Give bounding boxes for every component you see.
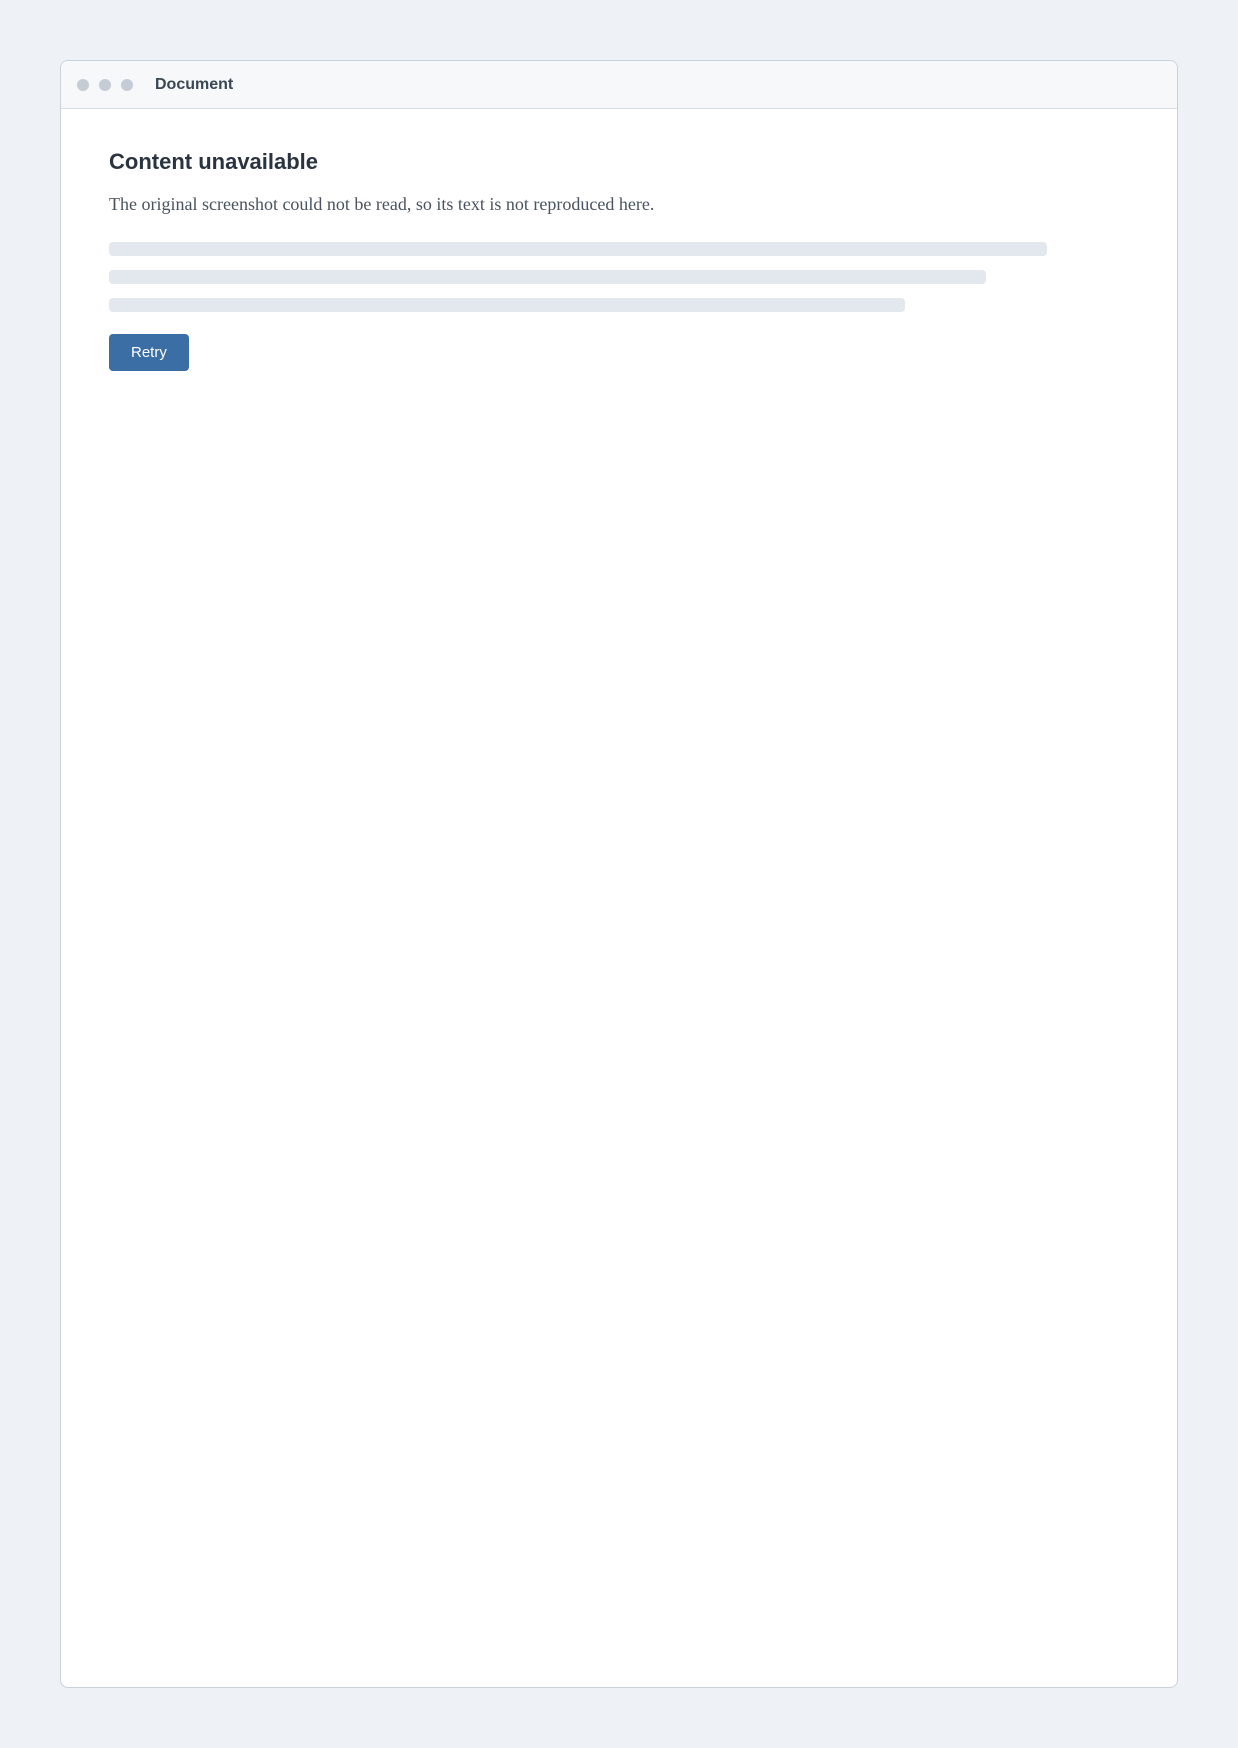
window-minimize-icon[interactable] — [99, 79, 111, 91]
main-content — [61, 109, 1177, 411]
window-maximize-icon[interactable] — [121, 79, 133, 91]
title-bar — [61, 61, 1177, 109]
retry-button[interactable]: Retry — [109, 334, 189, 371]
placeholder-line — [109, 242, 1047, 256]
page-heading: Content unavailable — [109, 149, 319, 174]
window-close-icon[interactable] — [77, 79, 89, 91]
window-title: Document — [155, 75, 234, 93]
placeholder-line — [109, 298, 905, 312]
page-body: The original screenshot could not be read, so its text is not reproduced here. — [109, 194, 655, 214]
placeholder-line — [109, 270, 986, 284]
app-window — [60, 60, 1178, 1688]
